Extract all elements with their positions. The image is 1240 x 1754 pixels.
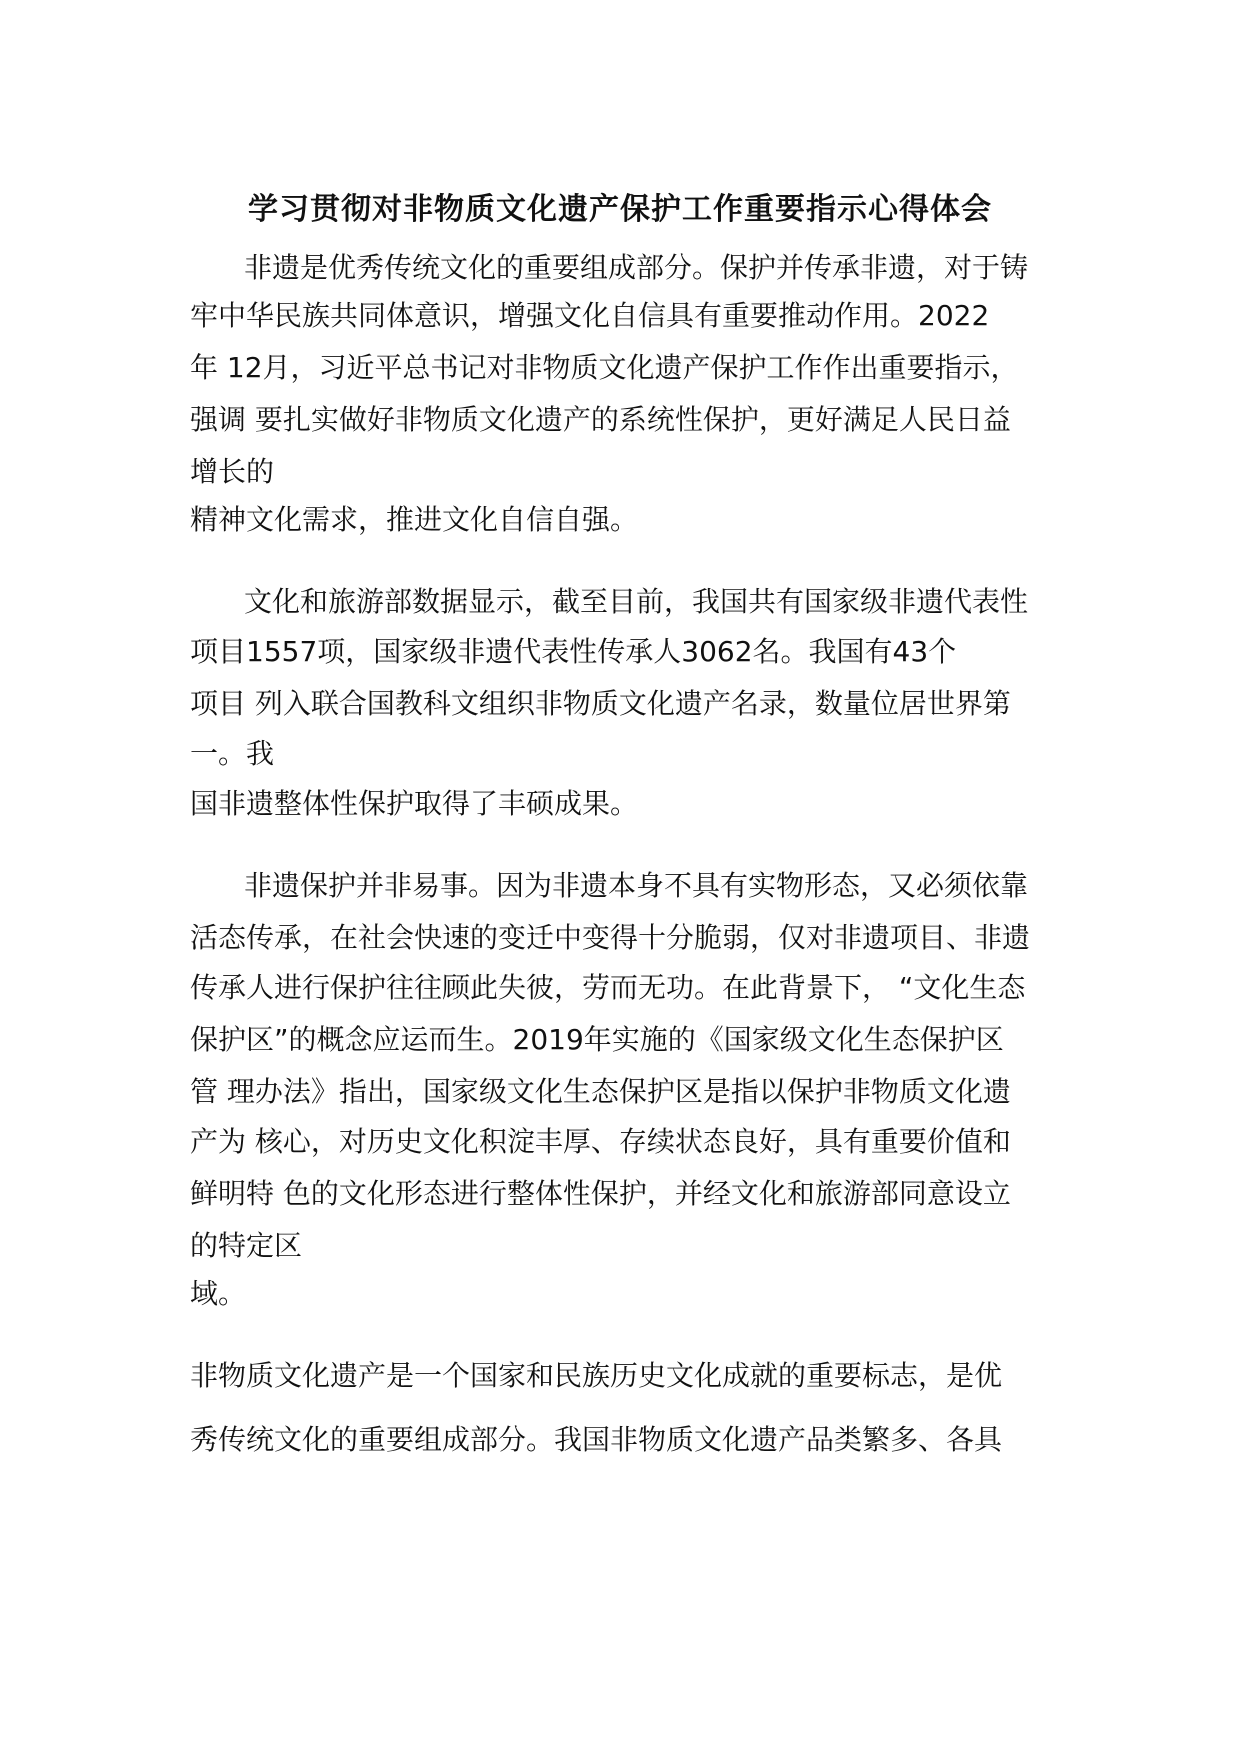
paragraph-line: 精神文化需求，推进文化自信自强。 (190, 503, 639, 536)
paragraph-line: 保护区”的概念应运而生。2019年实施的《国家级文化生态保护区 (190, 1023, 1004, 1056)
paragraph-line: 项目1557项，国家级非遗代表性传承人3062名。我国有43个 (190, 635, 957, 668)
paragraph-line: 活态传承，在社会快速的变迁中变得十分脆弱，仅对非遗项目、非遗 (190, 921, 1031, 954)
paragraph-line: 的特定区 (190, 1229, 303, 1262)
paragraph-line: 增长的 (190, 455, 275, 488)
paragraph-line: 非物质文化遗产是一个国家和民族历史文化成就的重要标志，是优 (190, 1359, 1003, 1392)
paragraph-line: 牢中华民族共同体意识，增强文化自信具有重要推动作用。2022 (190, 299, 990, 332)
paragraph-line: 产为 核心，对历史文化积淀丰厚、存续状态良好，具有重要价值和 (190, 1125, 1011, 1158)
paragraph-line: 非遗是优秀传统文化的重要组成部分。保护并传承非遗，对于铸 (244, 251, 1029, 284)
paragraph-line: 文化和旅游部数据显示，截至目前，我国共有国家级非遗代表性 (244, 585, 1029, 618)
paragraph-line: 管 理办法》指出，国家级文化生态保护区是指以保护非物质文化遗 (190, 1075, 1011, 1108)
paragraph-line: 国非遗整体性保护取得了丰硕成果。 (190, 787, 639, 820)
paragraph-line: 项目 列入联合国教科文组织非物质文化遗产名录，数量位居世界第 (190, 687, 1011, 720)
paragraph-line: 强调 要扎实做好非物质文化遗产的系统性保护，更好满足人民日益 (190, 403, 1011, 436)
paragraph-line: 年 12月，习近平总书记对非物质文化遗产保护工作作出重要指示， (190, 351, 1019, 384)
paragraph-line: 非遗保护并非易事。因为非遗本身不具有实物形态，又必须依靠 (244, 869, 1029, 902)
document-title: 学习贯彻对非物质文化遗产保护工作重要指示心得体会 (248, 192, 992, 227)
paragraph-line: 鲜明特 色的文化形态进行整体性保护，并经文化和旅游部同意设立 (190, 1177, 1011, 1210)
paragraph-line: 一。我 (190, 737, 275, 770)
paragraph-line: 传承人进行保护往往顾此失彼，劳而无功。在此背景下， “文化生态 (190, 971, 1026, 1004)
paragraph-line: 秀传统文化的重要组成部分。我国非物质文化遗产品类繁多、各具 (190, 1423, 1003, 1456)
paragraph-line: 域。 (190, 1277, 247, 1310)
